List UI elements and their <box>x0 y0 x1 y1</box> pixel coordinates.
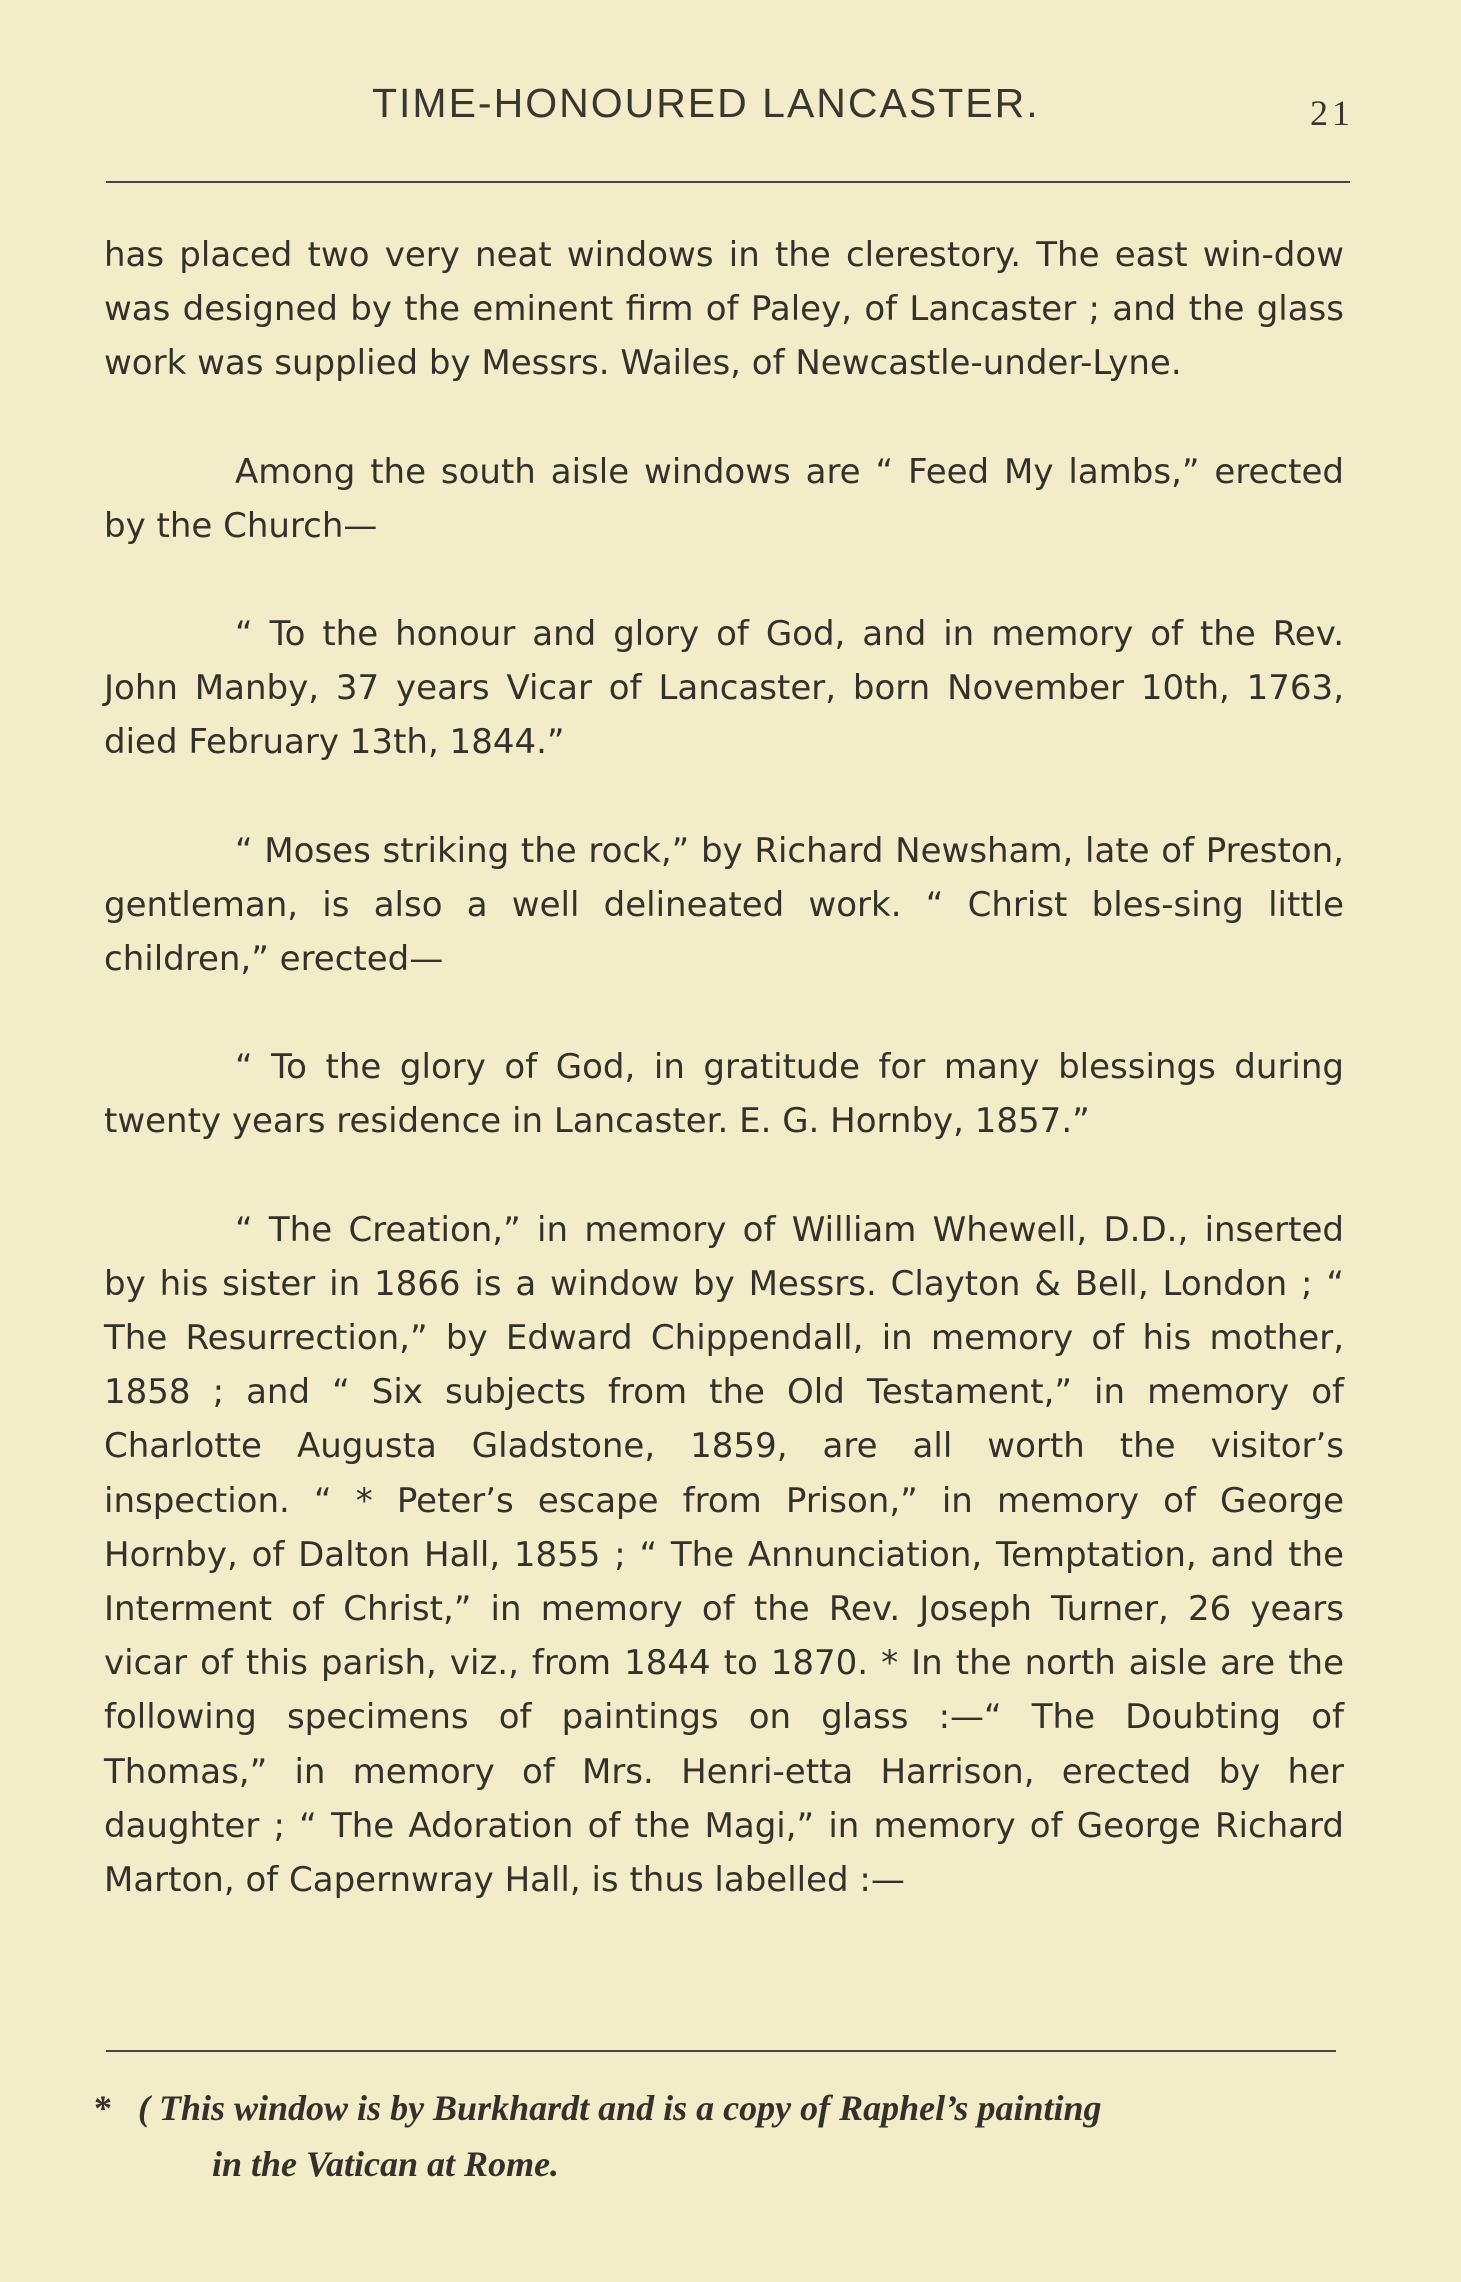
footnote <box>94 2080 1344 2192</box>
footnote-line-1: ( This window is by Burkhardt and is a copy of Raphel’s painting <box>138 2088 1102 2128</box>
footnote-marker: * <box>94 2088 112 2128</box>
footnote-rule <box>106 2050 1336 2052</box>
page-number: 21 <box>1310 93 1354 133</box>
paragraph-moses-window: “ Moses striking the rock,” by Richard Newsham, late of Preston, gentleman, is also a well delineated work. “ Christ bles-sing little children,” erected— <box>104 830 1344 980</box>
body-text <box>104 228 1344 1907</box>
paragraph-creation-window: “ The Creation,” in memory of William Whewell, D.D., inserted by his sister in 1866 is a window by Messrs. Clayton & Bell, London ; “ The Resurrection,” by Edward Chippendall, in memory of his mother, 1858 ; and “ Six subjects from the Old Testament,” in memory of Charlotte Augusta Gladstone, 1859, are all worth the visitor’s inspection. “ * Peter’s escape from Prison,” in memory of George Hornby, of Dalton Hall, 1855 ; “ The Annunciation, Temptation, and the Interment of Christ,” in memory of the Rev. Joseph Turner, 26 years vicar of this parish, viz., from 1844 to 1870. * In the north aisle are the following specimens of paintings on glass :—“ The Doubting of Thomas,” in memory of Mrs. Henri-etta Harrison, erected by her daughter ; “ The Adoration of the Magi,” in memory of George Richard Marton, of Capernwray Hall, is thus labelled :— <box>104 1209 1344 1901</box>
paragraph-clerestory: has placed two very neat windows in the clerestory. The east win-dow was designed by the eminent firm of Paley, of Lancaster ; and the glass work was supplied by Messrs. Wailes, of Newcastle-under-Lyne. <box>104 235 1344 384</box>
paragraph-manby-inscription: “ To the honour and glory of God, and in memory of the Rev. John Manby, 37 years Vicar of Lancaster, born November 10th, 1763, died February 13th, 1844.” <box>104 614 1344 763</box>
paragraph-south-aisle: Among the south aisle windows are “ Feed My lambs,” erected by the Church— <box>104 451 1344 546</box>
header-rule <box>106 181 1350 183</box>
running-title: TIME-HONOURED LANCASTER. <box>372 80 1040 126</box>
paragraph-hornby-inscription: “ To the glory of God, in gratitude for many blessings during twenty years residence in Lancaster. E. G. Hornby, 1857.” <box>104 1047 1344 1142</box>
footnote-line-2: in the Vatican at Rome. <box>212 2144 560 2184</box>
